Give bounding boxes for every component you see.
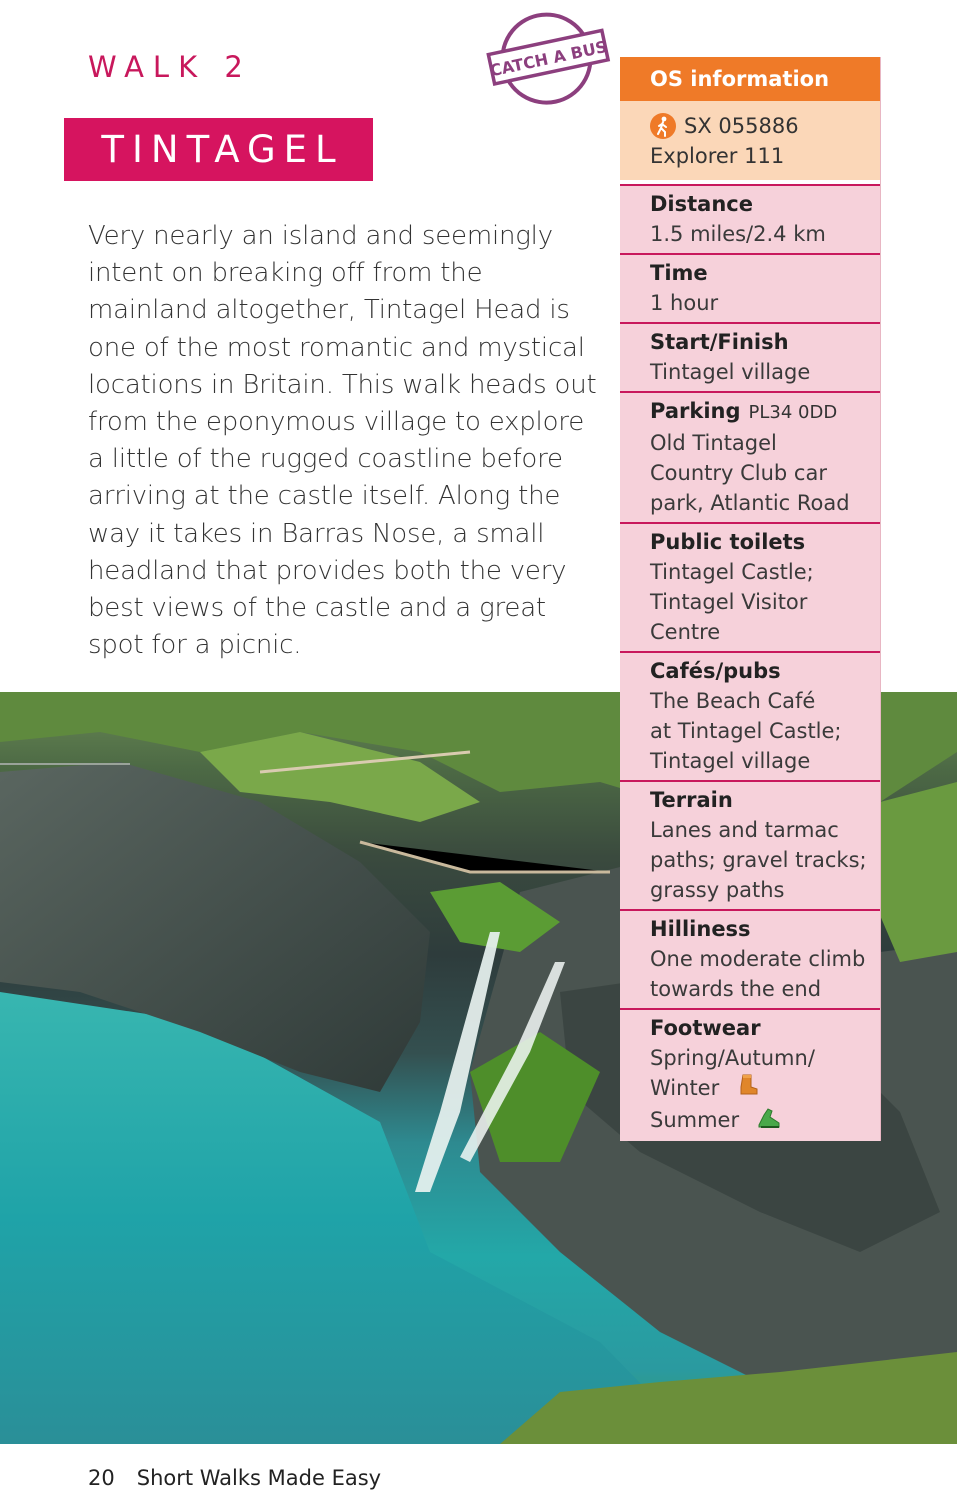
info-value: Centre <box>650 620 721 644</box>
info-row-parking <box>620 391 880 522</box>
info-value: Tintagel village <box>650 360 811 384</box>
walk-label: WALK 2 <box>88 50 252 84</box>
welly-boot-icon <box>736 1073 760 1105</box>
book-title: Short Walks Made Easy <box>136 1466 382 1490</box>
walk-title: TINTAGEL <box>101 128 344 171</box>
intro-line: way it takes in Barras Nose, a small <box>88 518 545 549</box>
info-value: Lanes and tarmac <box>650 818 839 842</box>
info-label: Start/Finish <box>650 330 789 354</box>
stamp-text: CATCH A BUS <box>488 36 609 81</box>
info-value: 1.5 miles/2.4 km <box>650 222 826 246</box>
info-value: Tintagel Visitor <box>650 590 808 614</box>
info-value: grassy paths <box>650 878 785 902</box>
info-value: Tintagel Castle; <box>650 560 814 584</box>
intro-line: arriving at the castle itself. Along the <box>88 481 561 512</box>
intro-line: from the eponymous village to explore <box>88 407 584 438</box>
info-value: Tintagel village <box>650 749 811 773</box>
walk-title-banner <box>64 118 373 181</box>
info-row-terrain <box>620 780 880 909</box>
info-value: Old Tintagel <box>650 431 777 455</box>
info-value: One moderate climb <box>650 947 866 971</box>
info-value: park, Atlantic Road <box>650 491 850 515</box>
os-grid-reference: SX 055886 <box>684 114 799 138</box>
catch-a-bus-stamp <box>484 4 614 108</box>
info-value: 1 hour <box>650 291 719 315</box>
info-row-footwear <box>620 1008 880 1141</box>
os-information-header: OS information <box>620 57 880 101</box>
info-value-with-icon <box>650 1073 880 1105</box>
intro-line: Very nearly an island and seemingly <box>88 221 553 251</box>
info-label: Cafés/pubs <box>650 659 781 683</box>
info-label: Time <box>650 261 708 285</box>
parking-postcode: PL34 0DD <box>748 402 838 423</box>
page-footer <box>88 1466 381 1490</box>
info-value: Summer <box>650 1108 740 1132</box>
intro-line: intent on breaking off from the <box>88 258 483 289</box>
intro-line: headland that provides both the very <box>88 555 567 586</box>
intro-paragraph <box>88 218 608 664</box>
info-value: towards the end <box>650 977 822 1001</box>
info-value: at Tintagel Castle; <box>650 719 842 743</box>
info-label: Hilliness <box>650 917 751 941</box>
intro-line: spot for a picnic. <box>88 630 302 661</box>
info-value: Country Club car <box>650 461 827 485</box>
os-map-name: Explorer 111 <box>650 144 785 168</box>
info-label: Parking <box>650 399 741 423</box>
page-number: 20 <box>88 1466 115 1490</box>
info-label: Public toilets <box>650 530 806 554</box>
info-label: Distance <box>650 192 753 216</box>
info-label-group <box>650 396 880 428</box>
intro-line: one of the most romantic and mystical <box>88 332 585 363</box>
info-value: Winter <box>650 1076 720 1100</box>
os-information-body <box>620 101 880 180</box>
info-value-with-icon <box>650 1105 880 1137</box>
info-label: Footwear <box>650 1016 761 1040</box>
info-value: paths; gravel tracks; <box>650 848 867 872</box>
info-row-start-finish <box>620 322 880 391</box>
info-row-public-toilets <box>620 522 880 651</box>
intro-line: a little of the rugged coastline before <box>88 444 563 475</box>
intro-line: best views of the castle and a great <box>88 593 546 624</box>
info-row-distance <box>620 184 880 253</box>
info-row-time <box>620 253 880 322</box>
walk-info-panel <box>620 57 881 1141</box>
info-label: Terrain <box>650 788 733 812</box>
walking-shoe-icon <box>756 1105 782 1137</box>
intro-line: locations in Britain. This walk heads out <box>88 369 597 400</box>
walker-icon <box>650 113 676 139</box>
info-row-cafes-pubs <box>620 651 880 780</box>
info-row-hilliness <box>620 909 880 1008</box>
info-value: Spring/Autumn/ <box>650 1046 815 1070</box>
info-value: The Beach Café <box>650 689 816 713</box>
intro-line: mainland altogether, Tintagel Head is <box>88 295 570 326</box>
